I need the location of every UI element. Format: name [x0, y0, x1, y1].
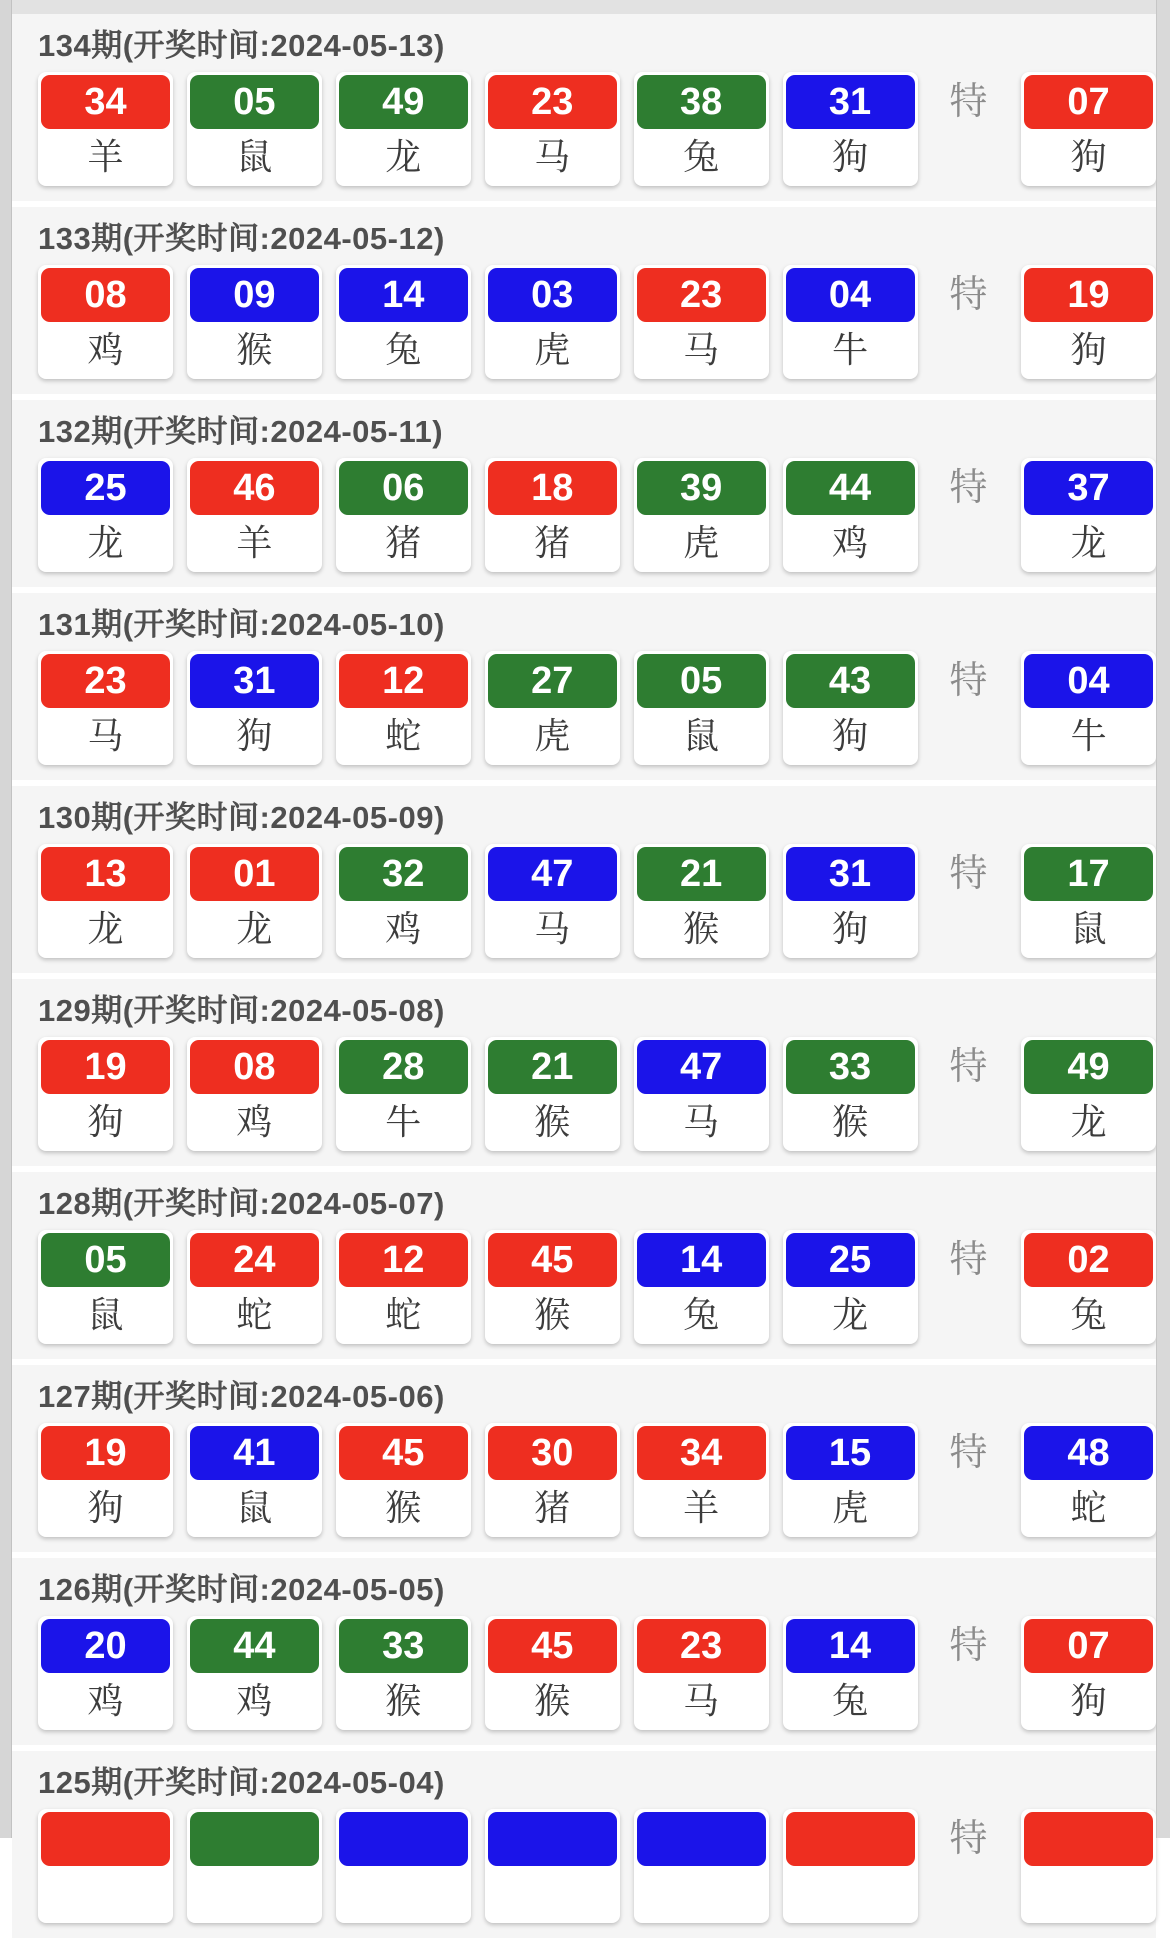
ball-number: 06 — [339, 461, 468, 515]
special-lottery-ball — [1021, 1616, 1156, 1730]
special-lottery-ball — [1021, 844, 1156, 958]
ball-number: 38 — [637, 75, 766, 129]
lottery-ball — [336, 1423, 471, 1537]
ball-zodiac — [190, 1866, 319, 1920]
special-label: 特 — [949, 467, 988, 509]
lottery-ball — [634, 72, 769, 186]
ball-number: 05 — [41, 1233, 170, 1287]
ball-number: 30 — [488, 1426, 617, 1480]
period-header: 130期(开奖时间:2024-05-09) — [38, 800, 445, 835]
special-label: 特 — [949, 660, 988, 702]
ball-number: 23 — [637, 1619, 766, 1673]
ball-number: 44 — [786, 461, 915, 515]
lottery-ball — [187, 72, 322, 186]
ball-zodiac: 蛇 — [1024, 1480, 1153, 1534]
ball-number: 14 — [339, 268, 468, 322]
balls-row — [12, 651, 1156, 765]
ball-zodiac: 猴 — [488, 1673, 617, 1727]
ball-zodiac: 兔 — [637, 129, 766, 183]
draw-result-block — [12, 400, 1156, 587]
ball-number: 32 — [339, 847, 468, 901]
period-header: 133期(开奖时间:2024-05-12) — [38, 221, 445, 256]
lottery-ball — [336, 265, 471, 379]
lottery-ball — [485, 72, 620, 186]
ball-number: 34 — [637, 1426, 766, 1480]
ball-number — [488, 1812, 617, 1866]
lottery-ball — [187, 1423, 322, 1537]
ball-number: 27 — [488, 654, 617, 708]
ball-number: 44 — [190, 1619, 319, 1673]
ball-zodiac: 马 — [41, 708, 170, 762]
ball-zodiac: 虎 — [488, 708, 617, 762]
ball-zodiac: 猴 — [339, 1673, 468, 1727]
ball-zodiac: 鸡 — [41, 322, 170, 376]
special-label: 特 — [949, 1818, 988, 1860]
ball-number — [786, 1812, 915, 1866]
ball-number — [637, 1812, 766, 1866]
ball-number: 02 — [1024, 1233, 1153, 1287]
period-header: 129期(开奖时间:2024-05-08) — [38, 993, 445, 1028]
ball-zodiac: 狗 — [786, 901, 915, 955]
lottery-ball — [38, 265, 173, 379]
period-header: 132期(开奖时间:2024-05-11) — [38, 414, 444, 449]
ball-number — [41, 1812, 170, 1866]
lottery-ball — [336, 458, 471, 572]
ball-number: 47 — [637, 1040, 766, 1094]
lottery-ball — [336, 1230, 471, 1344]
ball-number: 13 — [41, 847, 170, 901]
ball-zodiac: 鸡 — [190, 1094, 319, 1148]
ball-number: 15 — [786, 1426, 915, 1480]
ball-number: 43 — [786, 654, 915, 708]
period-header: 127期(开奖时间:2024-05-06) — [38, 1379, 445, 1414]
ball-zodiac: 虎 — [488, 322, 617, 376]
lottery-ball — [336, 651, 471, 765]
ball-number: 05 — [637, 654, 766, 708]
balls-row — [12, 1423, 1156, 1537]
ball-zodiac: 鼠 — [190, 1480, 319, 1534]
ball-number: 05 — [190, 75, 319, 129]
ball-number: 23 — [488, 75, 617, 129]
special-label: 特 — [949, 274, 988, 316]
ball-number: 20 — [41, 1619, 170, 1673]
lottery-ball — [634, 1037, 769, 1151]
ball-zodiac: 马 — [637, 322, 766, 376]
special-lottery-ball — [1021, 1037, 1156, 1151]
ball-zodiac: 牛 — [339, 1094, 468, 1148]
ball-number — [190, 1812, 319, 1866]
lottery-ball — [38, 1809, 173, 1923]
ball-number: 04 — [786, 268, 915, 322]
ball-number: 07 — [1024, 1619, 1153, 1673]
special-lottery-ball — [1021, 458, 1156, 572]
ball-number: 46 — [190, 461, 319, 515]
ball-zodiac: 龙 — [41, 901, 170, 955]
special-lottery-ball — [1021, 265, 1156, 379]
lottery-ball — [485, 265, 620, 379]
balls-row — [12, 72, 1156, 186]
ball-number: 18 — [488, 461, 617, 515]
ball-zodiac: 马 — [637, 1094, 766, 1148]
ball-zodiac: 虎 — [637, 515, 766, 569]
period-header: 128期(开奖时间:2024-05-07) — [38, 1186, 445, 1221]
lottery-ball — [783, 651, 918, 765]
lottery-ball — [187, 844, 322, 958]
balls-row — [12, 1037, 1156, 1151]
ball-number: 28 — [339, 1040, 468, 1094]
ball-zodiac: 蛇 — [190, 1287, 319, 1341]
ball-zodiac: 鼠 — [1024, 901, 1153, 955]
ball-number — [1024, 1812, 1153, 1866]
lottery-ball — [783, 1230, 918, 1344]
ball-zodiac: 猴 — [488, 1094, 617, 1148]
lottery-ball — [38, 72, 173, 186]
ball-number: 48 — [1024, 1426, 1153, 1480]
ball-number: 41 — [190, 1426, 319, 1480]
ball-zodiac: 猴 — [488, 1287, 617, 1341]
ball-number: 14 — [637, 1233, 766, 1287]
page-left-edge — [0, 0, 12, 1838]
special-lottery-ball — [1021, 1423, 1156, 1537]
ball-zodiac: 鼠 — [637, 708, 766, 762]
draw-result-block — [12, 207, 1156, 394]
draw-result-block — [12, 1751, 1156, 1938]
ball-zodiac: 狗 — [41, 1094, 170, 1148]
ball-zodiac: 马 — [637, 1673, 766, 1727]
ball-zodiac: 蛇 — [339, 708, 468, 762]
ball-number: 33 — [339, 1619, 468, 1673]
ball-zodiac: 蛇 — [339, 1287, 468, 1341]
lottery-ball — [485, 1809, 620, 1923]
lottery-ball — [187, 1230, 322, 1344]
ball-number: 45 — [488, 1233, 617, 1287]
ball-number: 14 — [786, 1619, 915, 1673]
ball-number: 08 — [190, 1040, 319, 1094]
ball-number — [339, 1812, 468, 1866]
period-header: 125期(开奖时间:2024-05-04) — [38, 1765, 445, 1800]
ball-zodiac — [1024, 1866, 1153, 1920]
ball-number: 21 — [637, 847, 766, 901]
special-lottery-ball — [1021, 1809, 1156, 1923]
period-header: 131期(开奖时间:2024-05-10) — [38, 607, 445, 642]
ball-number: 49 — [1024, 1040, 1153, 1094]
lottery-ball — [634, 458, 769, 572]
balls-row — [12, 1809, 1156, 1923]
ball-number: 25 — [41, 461, 170, 515]
ball-zodiac — [786, 1866, 915, 1920]
lottery-ball — [485, 1423, 620, 1537]
ball-number: 24 — [190, 1233, 319, 1287]
ball-zodiac: 猴 — [339, 1480, 468, 1534]
ball-number: 45 — [488, 1619, 617, 1673]
period-header: 134期(开奖时间:2024-05-13) — [38, 28, 445, 63]
lottery-ball — [485, 1616, 620, 1730]
lottery-ball — [783, 1037, 918, 1151]
page-top-edge — [0, 0, 1170, 14]
ball-number: 12 — [339, 654, 468, 708]
ball-zodiac: 牛 — [786, 322, 915, 376]
lottery-ball — [783, 844, 918, 958]
ball-number: 31 — [786, 75, 915, 129]
ball-number: 19 — [41, 1040, 170, 1094]
draw-result-block — [12, 1172, 1156, 1359]
ball-zodiac: 龙 — [339, 129, 468, 183]
lottery-ball — [634, 651, 769, 765]
ball-zodiac: 龙 — [1024, 1094, 1153, 1148]
period-header: 126期(开奖时间:2024-05-05) — [38, 1572, 445, 1607]
ball-number: 01 — [190, 847, 319, 901]
lottery-ball — [634, 1423, 769, 1537]
draw-result-block — [12, 979, 1156, 1166]
lottery-ball — [783, 265, 918, 379]
ball-number: 34 — [41, 75, 170, 129]
ball-zodiac: 鼠 — [190, 129, 319, 183]
ball-zodiac — [637, 1866, 766, 1920]
ball-zodiac — [488, 1866, 617, 1920]
ball-number: 07 — [1024, 75, 1153, 129]
ball-zodiac: 鸡 — [339, 901, 468, 955]
ball-zodiac: 龙 — [786, 1287, 915, 1341]
ball-number: 23 — [41, 654, 170, 708]
ball-number: 08 — [41, 268, 170, 322]
ball-zodiac: 狗 — [190, 708, 319, 762]
ball-zodiac: 猪 — [488, 1480, 617, 1534]
results-list — [12, 14, 1156, 1860]
ball-zodiac: 狗 — [786, 708, 915, 762]
ball-number: 04 — [1024, 654, 1153, 708]
balls-row — [12, 844, 1156, 958]
ball-zodiac: 鸡 — [41, 1673, 170, 1727]
special-label: 特 — [949, 1239, 988, 1281]
balls-row — [12, 265, 1156, 379]
ball-number: 39 — [637, 461, 766, 515]
ball-zodiac: 兔 — [339, 322, 468, 376]
ball-number: 19 — [41, 1426, 170, 1480]
ball-number: 21 — [488, 1040, 617, 1094]
ball-number: 31 — [190, 654, 319, 708]
ball-zodiac: 狗 — [786, 129, 915, 183]
lottery-ball — [783, 72, 918, 186]
special-lottery-ball — [1021, 72, 1156, 186]
ball-zodiac: 龙 — [190, 901, 319, 955]
ball-zodiac: 牛 — [1024, 708, 1153, 762]
ball-number: 12 — [339, 1233, 468, 1287]
ball-number: 17 — [1024, 847, 1153, 901]
lottery-ball — [187, 1616, 322, 1730]
draw-result-block — [12, 14, 1156, 201]
lottery-ball — [485, 844, 620, 958]
ball-zodiac: 猴 — [786, 1094, 915, 1148]
lottery-ball — [485, 1230, 620, 1344]
lottery-ball — [634, 265, 769, 379]
special-label: 特 — [949, 1625, 988, 1667]
lottery-ball — [187, 1809, 322, 1923]
lottery-ball — [783, 1809, 918, 1923]
lottery-ball — [38, 1230, 173, 1344]
ball-number: 45 — [339, 1426, 468, 1480]
lottery-ball — [634, 1809, 769, 1923]
lottery-ball — [38, 1616, 173, 1730]
lottery-ball — [38, 1037, 173, 1151]
special-lottery-ball — [1021, 651, 1156, 765]
lottery-ball — [336, 72, 471, 186]
ball-zodiac: 龙 — [41, 515, 170, 569]
draw-result-block — [12, 593, 1156, 780]
ball-zodiac: 兔 — [786, 1673, 915, 1727]
ball-zodiac: 狗 — [1024, 1673, 1153, 1727]
lottery-ball — [634, 1616, 769, 1730]
ball-number: 47 — [488, 847, 617, 901]
ball-zodiac: 鼠 — [41, 1287, 170, 1341]
ball-zodiac: 狗 — [41, 1480, 170, 1534]
lottery-ball — [634, 1230, 769, 1344]
ball-zodiac: 猴 — [190, 322, 319, 376]
lottery-ball — [336, 1037, 471, 1151]
lottery-ball — [783, 1616, 918, 1730]
ball-number: 09 — [190, 268, 319, 322]
ball-zodiac: 羊 — [190, 515, 319, 569]
ball-zodiac: 狗 — [1024, 322, 1153, 376]
lottery-ball — [187, 651, 322, 765]
ball-zodiac — [41, 1866, 170, 1920]
lottery-ball — [336, 844, 471, 958]
lottery-ball — [187, 458, 322, 572]
ball-zodiac: 龙 — [1024, 515, 1153, 569]
lottery-ball — [485, 1037, 620, 1151]
ball-zodiac: 羊 — [41, 129, 170, 183]
ball-zodiac: 虎 — [786, 1480, 915, 1534]
lottery-ball — [38, 651, 173, 765]
scrollbar-track[interactable] — [1156, 0, 1170, 1838]
lottery-ball — [783, 458, 918, 572]
draw-result-block — [12, 1558, 1156, 1745]
lottery-ball — [783, 1423, 918, 1537]
draw-result-block — [12, 1365, 1156, 1552]
lottery-ball — [187, 265, 322, 379]
lottery-ball — [38, 458, 173, 572]
lottery-ball — [38, 844, 173, 958]
ball-number: 49 — [339, 75, 468, 129]
balls-row — [12, 1230, 1156, 1344]
ball-zodiac: 猪 — [488, 515, 617, 569]
ball-zodiac: 鸡 — [190, 1673, 319, 1727]
lottery-ball — [336, 1616, 471, 1730]
lottery-ball — [634, 844, 769, 958]
special-label: 特 — [949, 1432, 988, 1474]
ball-zodiac: 马 — [488, 129, 617, 183]
ball-zodiac: 猪 — [339, 515, 468, 569]
balls-row — [12, 458, 1156, 572]
special-label: 特 — [949, 1046, 988, 1088]
draw-result-block — [12, 786, 1156, 973]
special-lottery-ball — [1021, 1230, 1156, 1344]
lottery-ball — [485, 651, 620, 765]
ball-number: 19 — [1024, 268, 1153, 322]
ball-zodiac: 马 — [488, 901, 617, 955]
special-label: 特 — [949, 81, 988, 123]
lottery-ball — [38, 1423, 173, 1537]
lottery-ball — [485, 458, 620, 572]
ball-zodiac: 狗 — [1024, 129, 1153, 183]
ball-zodiac: 兔 — [637, 1287, 766, 1341]
ball-number: 03 — [488, 268, 617, 322]
ball-zodiac: 鸡 — [786, 515, 915, 569]
balls-row — [12, 1616, 1156, 1730]
ball-zodiac: 猴 — [637, 901, 766, 955]
ball-number: 25 — [786, 1233, 915, 1287]
ball-zodiac — [339, 1866, 468, 1920]
lottery-ball — [187, 1037, 322, 1151]
special-label: 特 — [949, 853, 988, 895]
ball-number: 33 — [786, 1040, 915, 1094]
ball-zodiac: 羊 — [637, 1480, 766, 1534]
ball-number: 23 — [637, 268, 766, 322]
lottery-ball — [336, 1809, 471, 1923]
ball-number: 31 — [786, 847, 915, 901]
ball-number: 37 — [1024, 461, 1153, 515]
ball-zodiac: 兔 — [1024, 1287, 1153, 1341]
